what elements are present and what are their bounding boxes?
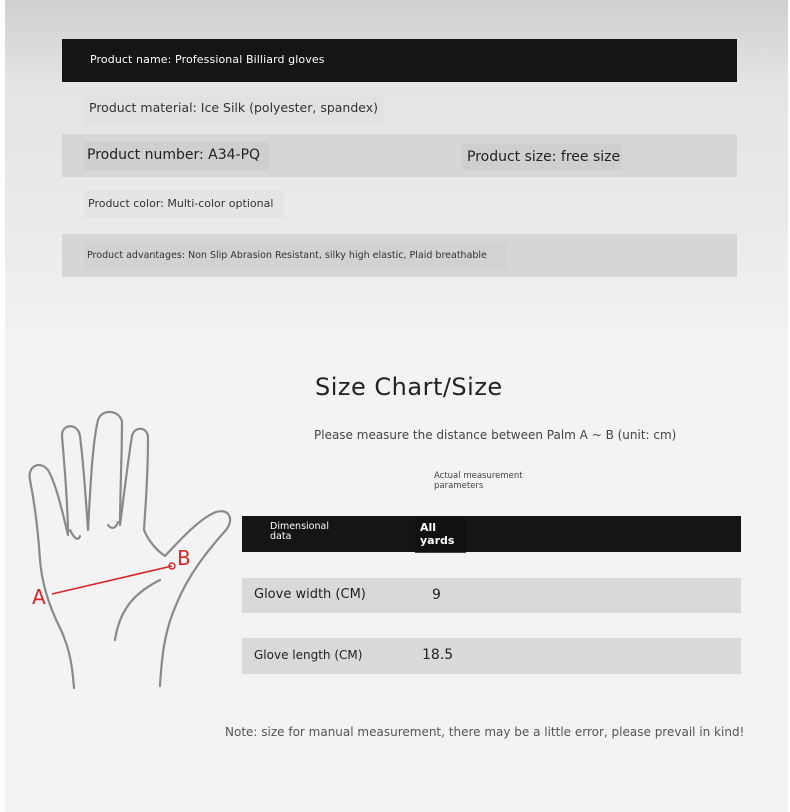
row-value: 18.5 — [422, 647, 454, 663]
product-material: Product material: Ice Silk (polyester, spandex) — [89, 100, 379, 115]
row-label: Glove length (CM) — [254, 648, 363, 662]
product-number: Product number: A34-PQ — [87, 147, 261, 163]
measure-line — [52, 566, 172, 594]
row-label: Glove width (CM) — [254, 587, 366, 602]
size-chart-title: Size Chart/Size — [315, 373, 503, 401]
table-row — [242, 638, 741, 674]
product-color: Product color: Multi-color optional — [88, 197, 274, 210]
header-all-yards: All yards — [420, 521, 455, 547]
product-size: Product size: free size — [467, 149, 621, 165]
header-dimensional-data: Dimensional data — [270, 521, 329, 542]
product-advantages: Product advantages: Non Slip Abrasion Resistant, silky high elastic, Plaid breathable — [87, 250, 487, 261]
product-color-row — [62, 190, 737, 218]
product-number-size-row — [62, 134, 737, 177]
product-advantages-row — [62, 234, 737, 277]
actual-measurement-note: Actual measurement parameters — [434, 471, 523, 491]
point-a-label: A — [32, 585, 46, 609]
measure-instruction: Please measure the distance between Palm A ~ B (unit: cm) — [314, 428, 677, 442]
size-table-header — [242, 516, 741, 552]
table-row — [242, 578, 741, 613]
product-name: Product name: Professional Billiard gloves — [90, 53, 325, 66]
hand-outline-icon — [20, 400, 240, 695]
hand-outline — [30, 412, 231, 688]
row-value: 9 — [432, 587, 441, 603]
measurement-note: Note: size for manual measurement, there may be a little error, please prevail in kind! — [225, 725, 745, 739]
point-b-label: B — [177, 546, 191, 570]
product-material-row — [62, 90, 737, 125]
product-name-row — [62, 39, 737, 82]
left-border — [0, 0, 5, 812]
